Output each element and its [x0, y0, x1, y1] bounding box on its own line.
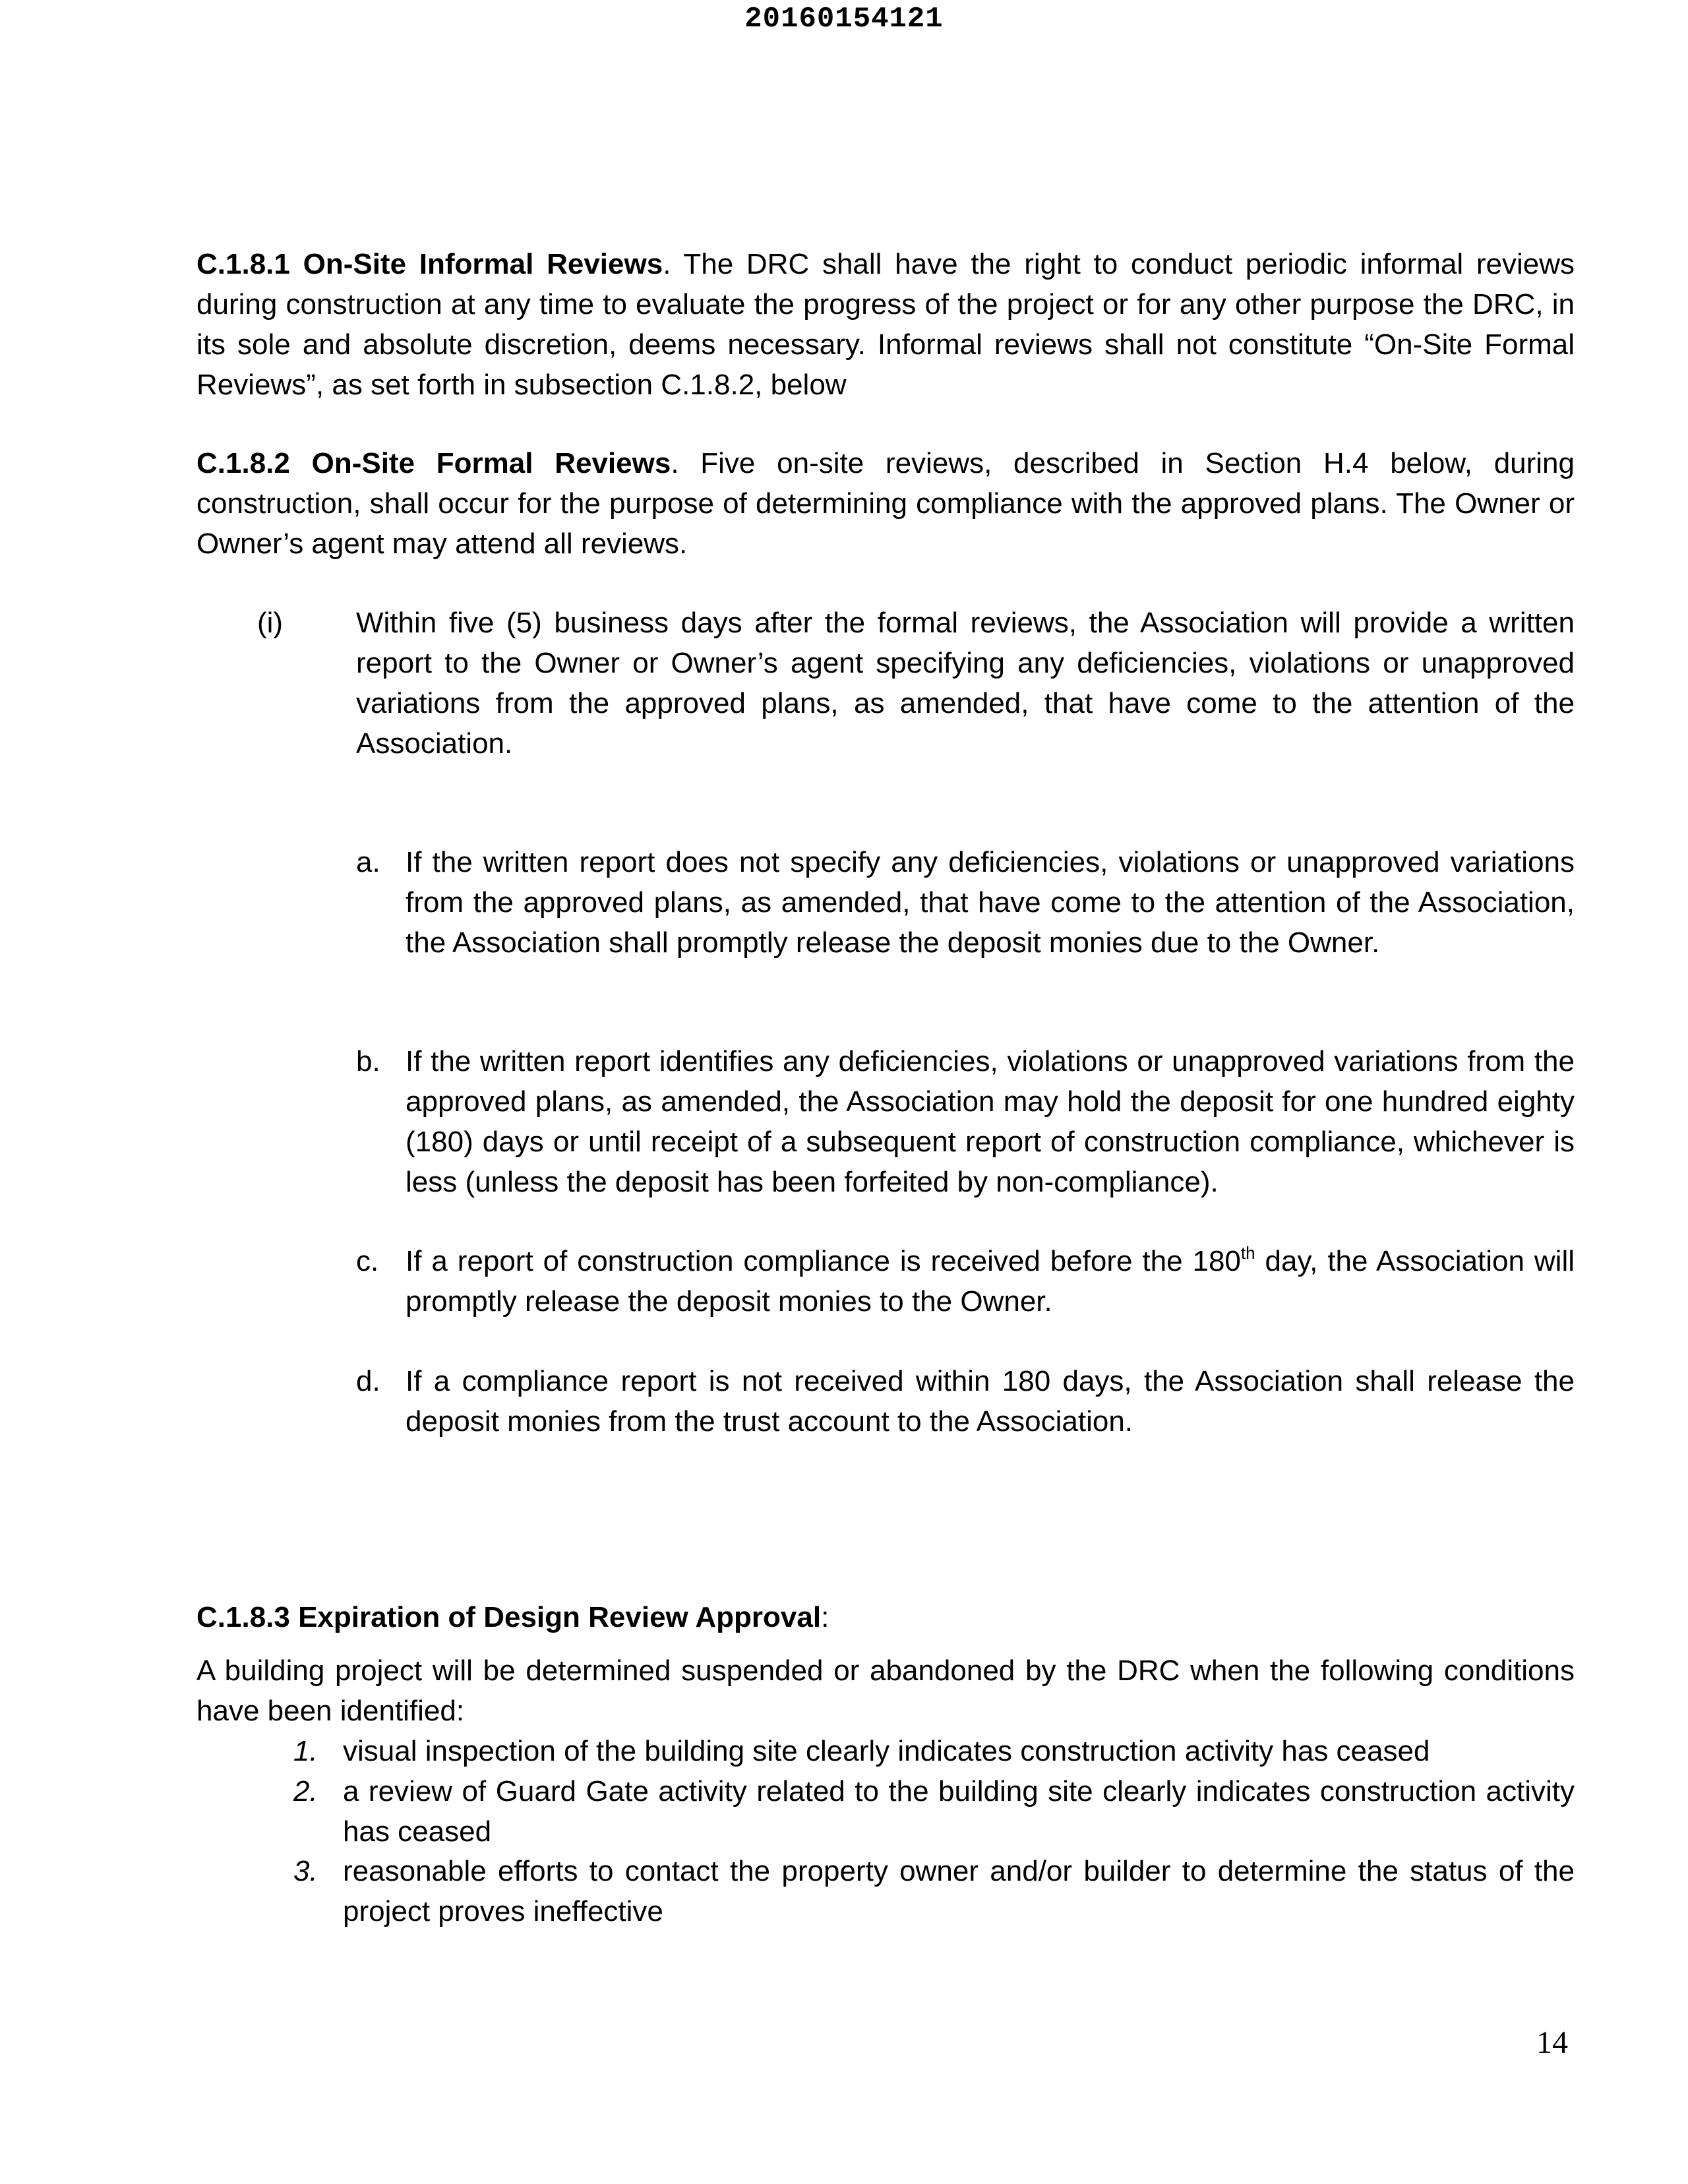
section-c181-text: The DRC shall have the right to conduct periodic informal reviews during construction at any time to evaluate the progress of the project or for any other purpose the DRC, in its sole and absolute discretion, deems necessary. Informal reviews shall not constitute “On-Site Formal Reviews”, as set forth in subsection C.1.8.2, below — [196, 248, 1575, 401]
roman-item-marker: (i) — [257, 607, 284, 639]
list-item-d-marker: d. — [356, 1365, 380, 1397]
page-number: 14 — [1536, 2025, 1568, 2060]
document-number: 20160154121 — [744, 3, 944, 36]
section-c182-paragraph — [196, 443, 1575, 564]
condition-item-1-marker: 1. — [293, 1735, 318, 1767]
section-c183-heading-punct: : — [821, 1601, 829, 1633]
list-item-c-text — [406, 1241, 1575, 1321]
list-item-b-text: If the written report identifies any deficiencies, violations or unapproved variations from the approved plans, as amended, the Association may hold the deposit for one hundred eighty (180) days or until receipt of a subsequent report of construction compliance, whichever is less (unless the deposit has been forfeited by non-compliance). — [406, 1045, 1575, 1198]
condition-item-3-text: reasonable efforts to contact the property owner and/or builder to determine the status of the project proves ineffective — [343, 1855, 1575, 1927]
list-item-c-text-before: If a report of construction compliance is received before the 180 — [406, 1245, 1241, 1277]
list-item-a-text: If the written report does not specify any deficiencies, violations or unapproved variations from the approved plans, as amended, that have come to the attention of the Association, the Association shall promptly release the deposit monies due to the Owner. — [406, 846, 1575, 959]
list-item-c-superscript: th — [1240, 1243, 1255, 1263]
section-c182-text: Five on-site reviews, described in Section H.4 below, during construction, shall occur for the purpose of determining compliance with the approved plans. The Owner or Owner’s agent may attend all reviews. — [196, 447, 1575, 560]
section-c183-heading: C.1.8.3 Expiration of Design Review Approval — [196, 1601, 822, 1633]
condition-item-2-text: a review of Guard Gate activity related to the building site clearly indicates construction activity has ceased — [343, 1775, 1575, 1848]
section-c181-heading-punct: . — [663, 248, 671, 280]
section-c183-intro: A building project will be determined suspended or abandoned by the DRC when the following conditions have been identified: — [196, 1654, 1575, 1727]
list-item-b-marker: b. — [356, 1045, 380, 1077]
list-item-c-marker: c. — [356, 1245, 379, 1277]
section-c182-heading: C.1.8.2 On-Site Formal Reviews — [196, 447, 671, 479]
list-item-d-text: If a compliance report is not received within 180 days, the Association shall release the deposit monies from the trust account to the Association. — [406, 1365, 1575, 1438]
list-item-a-marker: a. — [356, 846, 380, 878]
list-item-c-text-after: day, the Association will promptly release the deposit monies to the Owner. — [406, 1245, 1575, 1318]
condition-item-1-text: visual inspection of the building site clearly indicates construction activity has ceased — [343, 1735, 1430, 1767]
section-c183-heading-line — [196, 1597, 1575, 1637]
roman-item-text: Within five (5) business days after the formal reviews, the Association will provide a written report to the Owner or Owner’s agent specifying any deficiencies, violations or unapproved variations from the approved plans, as amended, that have come to the attention of the Association. — [356, 607, 1575, 760]
section-c182-heading-punct: . — [671, 447, 679, 479]
condition-item-3-marker: 3. — [293, 1855, 318, 1887]
condition-item-2-marker: 2. — [293, 1775, 318, 1807]
section-c181-paragraph — [196, 244, 1575, 405]
section-c181-heading: C.1.8.1 On-Site Informal Reviews — [196, 248, 663, 280]
